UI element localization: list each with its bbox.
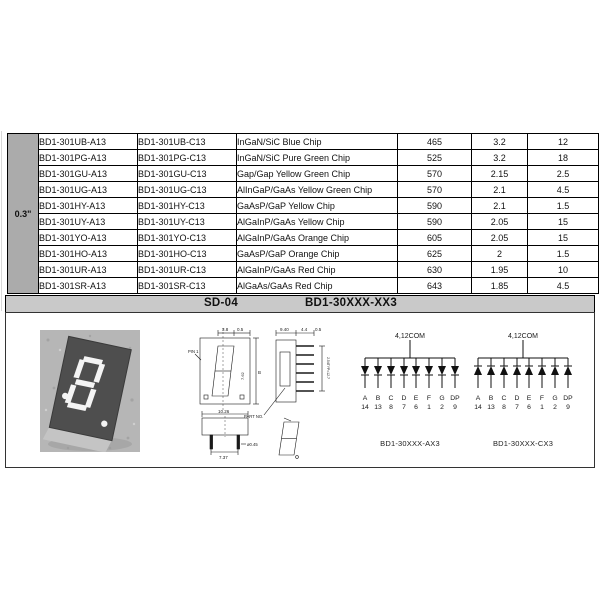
intensity: 2.5 — [528, 166, 599, 182]
chip-type: InGaN/SiC Blue Chip — [237, 134, 398, 150]
side-dim-3: 0.5 — [315, 327, 322, 332]
part-number-a: BD1-301YO-A13 — [39, 230, 138, 246]
wavelength: 525 — [398, 150, 472, 166]
intensity: 1.5 — [528, 198, 599, 214]
part-number-c: BD1-301UY-C13 — [138, 214, 237, 230]
forward-voltage: 1.95 — [472, 262, 528, 278]
segment-label: F — [539, 395, 545, 402]
part-number-a: BD1-301GU-A13 — [39, 166, 138, 182]
bottom-lead-dim: ø0.45 — [247, 442, 258, 447]
part-no-label: PART NO. — [244, 414, 264, 419]
forward-voltage: 2.05 — [472, 214, 528, 230]
segment-label: DP — [563, 395, 573, 402]
chip-type: AlInGaP/GaAs Yellow Green Chip — [237, 182, 398, 198]
intensity: 18 — [528, 150, 599, 166]
part-number-c: BD1-301PG-C13 — [138, 150, 237, 166]
segment-label: C — [501, 395, 507, 402]
chip-type: GaAsP/GaP Orange Chip — [237, 246, 398, 262]
front-top-dim-1: 3.8 — [222, 327, 229, 332]
chip-type: GaAsP/GaP Yellow Chip — [237, 198, 398, 214]
pin-number: 13 — [487, 404, 495, 411]
wavelength: 590 — [398, 198, 472, 214]
table-row — [8, 198, 599, 214]
pin1-label: PIN 1 — [188, 349, 199, 354]
chip-type: AlGaInP/GaAs Red Chip — [237, 262, 398, 278]
segment-label: A — [475, 395, 481, 402]
segment-label: B — [375, 395, 381, 402]
pin-number: 6 — [414, 404, 418, 411]
segment-label: DP — [450, 395, 460, 402]
chip-type: AlGaInP/GaAs Orange Chip — [237, 230, 398, 246]
part-number-c: BD1-301SR-C13 — [138, 278, 237, 294]
pin-number: 9 — [453, 404, 457, 411]
intensity: 10 — [528, 262, 599, 278]
pin-number: 9 — [566, 404, 570, 411]
common-pins-label: 4,12COM — [508, 333, 538, 340]
section-header-bar — [5, 295, 595, 313]
pin-number: 14 — [474, 404, 482, 411]
part-number-c: BD1-301UB-C13 — [138, 134, 237, 150]
led-spec-table — [7, 133, 599, 294]
forward-voltage: 2.15 — [472, 166, 528, 182]
circuit-caption-ax3: BD1-30XXX-AX3 — [380, 439, 440, 448]
chip-type: AlGaInP/GaAs Yellow Chip — [237, 214, 398, 230]
part-number-c: BD1-301HO-C13 — [138, 246, 237, 262]
part-number-a: BD1-301UR-A13 — [39, 262, 138, 278]
front-overall-dim: B — [258, 370, 262, 375]
table-row — [8, 182, 599, 198]
front-top-dim-2: 0.5 — [237, 327, 244, 332]
part-number-a: BD1-301HO-A13 — [39, 246, 138, 262]
table-row — [8, 134, 599, 150]
dimension-drawing — [188, 322, 356, 464]
segment-label: E — [413, 395, 419, 402]
bottom-width-dim: 10.26 — [218, 409, 230, 414]
wavelength: 465 — [398, 134, 472, 150]
forward-voltage: 1.85 — [472, 278, 528, 294]
segment-schematic — [279, 418, 299, 458]
wavelength: 590 — [398, 214, 472, 230]
chip-type: AlGaAs/GaAs Red Chip — [237, 278, 398, 294]
front-height-dim: 7.62 — [240, 372, 245, 380]
chip-type: InGaN/SiC Pure Green Chip — [237, 150, 398, 166]
intensity: 15 — [528, 214, 599, 230]
forward-voltage: 3.2 — [472, 150, 528, 166]
part-number-a: BD1-301SR-A13 — [39, 278, 138, 294]
circuit-diagram-ax3 — [357, 330, 463, 420]
page-edge-line — [1, 131, 2, 311]
part-number-a: BD1-301UB-A13 — [39, 134, 138, 150]
bottom-pinspan-dim: 7.37 — [219, 455, 228, 460]
pin-number: 2 — [440, 404, 444, 411]
table-row — [8, 230, 599, 246]
intensity: 4.5 — [528, 182, 599, 198]
side-dim-1: 9.40 — [280, 327, 289, 332]
circuit-diagram-cx3 — [470, 330, 576, 420]
circuit-caption-cx3: BD1-30XXX-CX3 — [492, 439, 554, 448]
forward-voltage: 2.05 — [472, 230, 528, 246]
pin-number: 8 — [502, 404, 506, 411]
segment-label: B — [488, 395, 494, 402]
side-dim-2: 4.4 — [301, 327, 308, 332]
table-row — [8, 214, 599, 230]
wavelength: 630 — [398, 262, 472, 278]
forward-voltage: 2.1 — [472, 198, 528, 214]
segment-label: G — [552, 395, 558, 402]
chip-type: Gap/Gap Yellow Green Chip — [237, 166, 398, 182]
segment-label: D — [514, 395, 520, 402]
table-row — [8, 150, 599, 166]
part-number-a: BD1-301UY-A13 — [39, 214, 138, 230]
table-row — [8, 262, 599, 278]
pin-number: 1 — [427, 404, 431, 411]
series-part-number: BD1-30XXX-XX3 — [304, 297, 398, 309]
wavelength: 643 — [398, 278, 472, 294]
wavelength: 605 — [398, 230, 472, 246]
segment-label: A — [362, 395, 368, 402]
wavelength: 625 — [398, 246, 472, 262]
digit-size-cell: 0.3" — [8, 134, 39, 294]
part-number-c: BD1-301UR-C13 — [138, 262, 237, 278]
segment-label: D — [401, 395, 407, 402]
part-number-a: BD1-301UG-A13 — [39, 182, 138, 198]
intensity: 15 — [528, 230, 599, 246]
package-code: SD-04 — [203, 297, 239, 309]
segment-label: G — [439, 395, 445, 402]
pin-number: 14 — [361, 404, 369, 411]
part-number-c: BD1-301GU-C13 — [138, 166, 237, 182]
part-number-a: BD1-301HY-A13 — [39, 198, 138, 214]
intensity: 4.5 — [528, 278, 599, 294]
segment-label: F — [426, 395, 432, 402]
segment-label: C — [388, 395, 394, 402]
segment-label: E — [526, 395, 532, 402]
part-number-c: BD1-301HY-C13 — [138, 198, 237, 214]
table-row — [8, 166, 599, 182]
pin-number: 8 — [389, 404, 393, 411]
forward-voltage: 2 — [472, 246, 528, 262]
forward-voltage: 2.1 — [472, 182, 528, 198]
side-pitch-dim: 2.54TYP=12.7 — [326, 357, 330, 379]
table-row — [8, 246, 599, 262]
table-row — [8, 278, 599, 294]
wavelength: 570 — [398, 182, 472, 198]
pin-number: 13 — [374, 404, 382, 411]
common-pins-label: 4,12COM — [395, 333, 425, 340]
part-number-c: BD1-301YO-C13 — [138, 230, 237, 246]
pin-number: 1 — [540, 404, 544, 411]
pin-number: 2 — [553, 404, 557, 411]
pin-number: 7 — [515, 404, 519, 411]
pin-number: 7 — [402, 404, 406, 411]
intensity: 1.5 — [528, 246, 599, 262]
pin-number: 6 — [527, 404, 531, 411]
display-photo — [40, 330, 140, 452]
part-number-a: BD1-301PG-A13 — [39, 150, 138, 166]
part-number-c: BD1-301UG-C13 — [138, 182, 237, 198]
wavelength: 570 — [398, 166, 472, 182]
forward-voltage: 3.2 — [472, 134, 528, 150]
intensity: 12 — [528, 134, 599, 150]
